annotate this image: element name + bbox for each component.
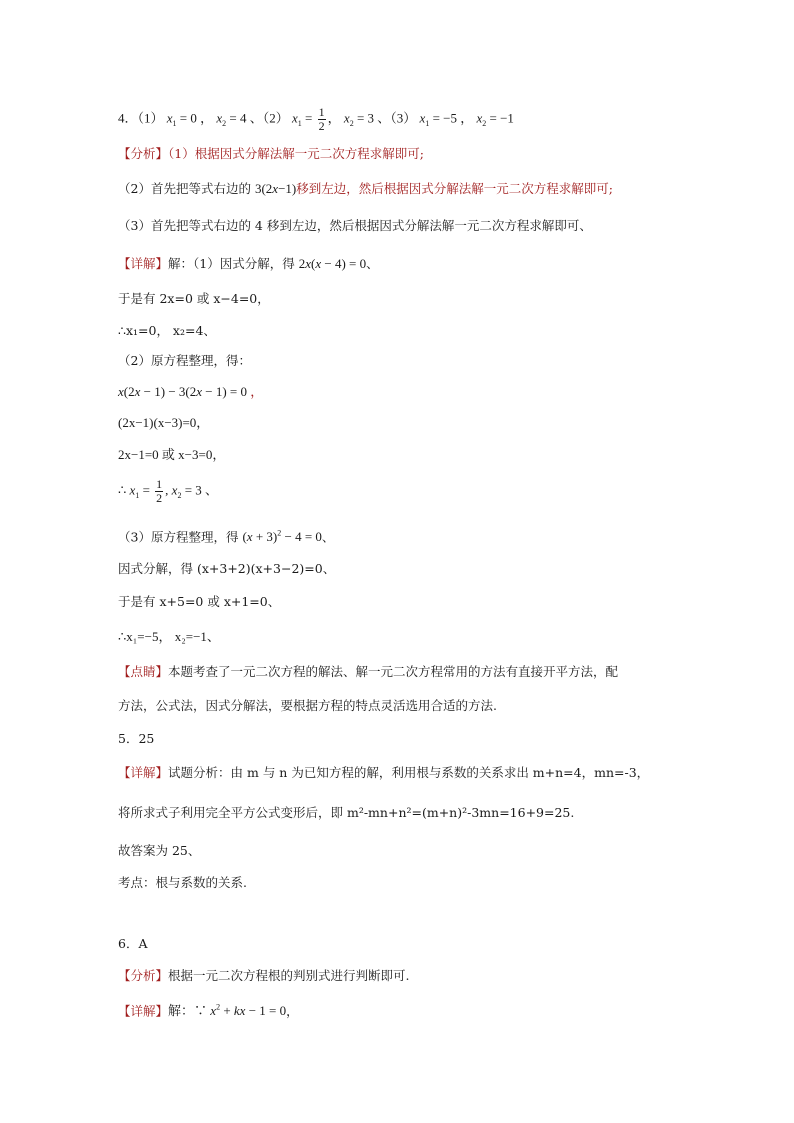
q4-detail-line-7: 2x−1=0 或 x−3=0，: [118, 447, 226, 462]
q4-analysis-line-2: （2）首先把等式右边的 3(2x−1)移到左边，然后根据因式分解法解一元二次方程求解即可;: [118, 181, 613, 196]
q4-comment-line-2: 方法，公式法，因式分解法，要根据方程的特点灵活选用合适的方法.: [118, 698, 497, 713]
q4-detail-line-11: 于是有 x+5=0 或 x+1=0、: [118, 594, 281, 609]
q5-detail-line-2: 将所求式子利用完全平方公式变形后，即 m²-mn+n²=(m+n)²-3mn=16+9=25.: [118, 805, 575, 820]
fraction-one-half: $\frac{1}{2}$: [156, 477, 163, 505]
q6-detail-line-1: 【详解】解：∵ $x^2$ + kx − 1 = 0，: [118, 1003, 299, 1019]
q4-detail-line-2: 于是有 2x=0 或 x−4=0，: [118, 291, 270, 306]
q4-analysis-line-1: 【分析】（1）根据因式分解法解一元二次方程求解即可;: [118, 146, 424, 161]
q4-detail-line-4: （2）原方程整理，得：: [118, 353, 251, 368]
q4-answer-header: 4．（1） $x_1 = 0$ ， $x_2 = 4$ 、（2） $x_1$ = $\frac{1}{2}$ ， $x_2 = 3$ 、（3） $x_1 = -5$ ， $x_2 = -1$: [118, 105, 514, 133]
q4-detail-line-3: ∴x₁=0， x₂=4、: [118, 323, 216, 338]
q4-detail-line-1: 【详解】解：（1）因式分解，得 2x(x − 4) = 0、: [118, 256, 379, 271]
q4-comment-line-1: 【点睛】本题考查了一元二次方程的解法、解一元二次方程常用的方法有直接开平方法，配: [118, 664, 619, 679]
q5-detail-line-4: 考点：根与系数的关系.: [118, 875, 247, 890]
q4-detail-line-12: ∴x₁=−5， x₂=−1、: [118, 629, 220, 644]
q4-analysis-line-3: （3）首先把等式右边的 4 移到左边，然后根据因式分解法解一元二次方程求解即可、: [118, 218, 592, 233]
fraction-one-half: $\frac{1}{2}$: [318, 105, 325, 133]
q6-analysis-line-1: 【分析】根据一元二次方程根的判别式进行判断即可.: [118, 968, 410, 983]
q4-detail-line-6: (2x−1)(x−3)=0，: [118, 415, 210, 430]
q4-detail-line-8: ∴ $x_1$ = $\frac{1}{2}$ , $x_2 = 3$ 、: [118, 477, 219, 505]
analysis-label: 【分析】: [118, 146, 169, 161]
detail-label: 【详解】: [118, 1003, 169, 1019]
q6-answer-header: 6．A: [118, 936, 148, 951]
q5-detail-line-1: 【详解】试题分析：由 m 与 n 为已知方程的解，利用根与系数的关系求出 m+n=4，mn=-3，: [118, 765, 650, 780]
q4-detail-line-10: 因式分解，得 (x+3+2)(x+3−2)=0、: [118, 561, 336, 576]
comment-label: 【点睛】: [118, 664, 169, 679]
q4-detail-line-5: x(2x − 1) − 3(2x − 1) = 0 ，: [118, 384, 264, 399]
q4-detail-line-9: （3）原方程整理，得 $(x + 3)^2 - 4 = 0$、: [118, 529, 335, 545]
detail-label: 【详解】: [118, 765, 169, 780]
analysis-label: 【分析】: [118, 968, 169, 983]
q5-answer-header: 5．25: [118, 731, 155, 746]
q5-detail-line-3: 故答案为 25、: [118, 843, 201, 858]
detail-label: 【详解】: [118, 256, 169, 271]
